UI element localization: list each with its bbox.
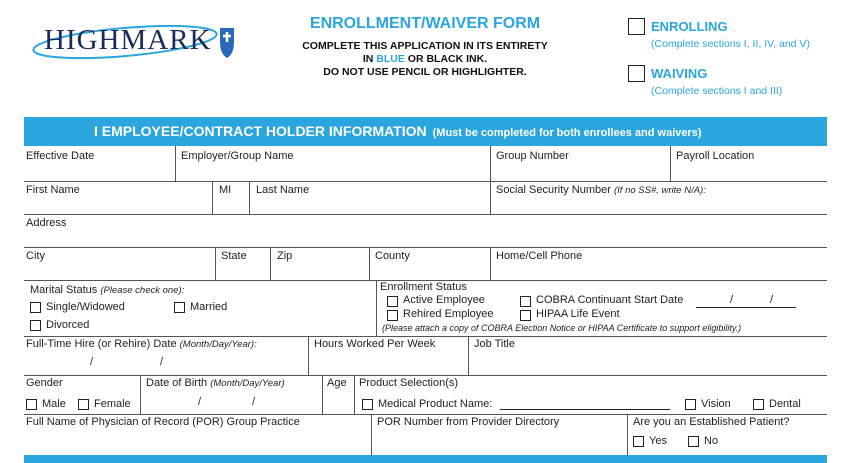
hire-date-slash-2: / xyxy=(160,356,164,368)
male-label: Male xyxy=(42,398,66,410)
single-label: Single/Widowed xyxy=(46,301,125,313)
physician-label: Full Name of Physician of Record (POR) Group Practice xyxy=(26,416,300,428)
county-label: County xyxy=(375,250,410,262)
hipaa-label: HIPAA Life Event xyxy=(536,308,620,320)
enrollment-status-label: Enrollment Status xyxy=(380,281,467,293)
logo-wordmark: HIGHMARK xyxy=(44,24,212,56)
effective-date-label: Effective Date xyxy=(26,150,95,162)
female-checkbox[interactable] xyxy=(78,399,89,410)
enrolling-sub: (Complete sections I, II, IV, and V) xyxy=(651,38,810,50)
dob-slash-1: / xyxy=(198,396,202,408)
payroll-location-label: Payroll Location xyxy=(676,150,755,162)
vision-label: Vision xyxy=(701,398,731,410)
phone-label: Home/Cell Phone xyxy=(496,250,583,262)
active-employee-label: Active Employee xyxy=(403,294,485,306)
dental-checkbox[interactable] xyxy=(753,399,764,410)
cobra-date-line[interactable] xyxy=(696,296,796,308)
first-name-label: First Name xyxy=(26,184,80,196)
cobra-date-slash-2: / xyxy=(770,294,774,306)
zip-label: Zip xyxy=(277,250,293,262)
active-employee-checkbox[interactable] xyxy=(387,296,398,307)
address-label: Address xyxy=(26,217,67,229)
employer-group-label: Employer/Group Name xyxy=(181,150,294,162)
section-banner xyxy=(24,117,827,146)
last-name-label: Last Name xyxy=(256,184,310,196)
married-checkbox[interactable] xyxy=(174,302,185,313)
por-number-label: POR Number from Provider Directory xyxy=(377,416,560,428)
city-label: City xyxy=(26,250,45,262)
divorced-checkbox[interactable] xyxy=(30,320,41,331)
single-checkbox[interactable] xyxy=(30,302,41,313)
waiving-sub: (Complete sections I and III) xyxy=(651,85,783,97)
form-title: ENROLLMENT/WAIVER FORM xyxy=(309,15,541,32)
hire-date-label: Full-Time Hire (or Rehire) Date (Month/Day/Year): xyxy=(26,338,257,350)
instruction-line-2: IN BLUE OR BLACK INK. xyxy=(362,53,488,65)
medical-label: Medical Product Name: xyxy=(378,398,493,410)
gender-label: Gender xyxy=(26,377,63,389)
age-label: Age xyxy=(327,377,347,389)
dob-slash-2: / xyxy=(252,396,256,408)
job-title-label: Job Title xyxy=(474,338,515,350)
marital-status-label: Marital Status (Please check one): xyxy=(30,284,185,296)
instruction-line-1: COMPLETE THIS APPLICATION IN ITS ENTIRETY xyxy=(302,40,548,52)
no-checkbox[interactable] xyxy=(688,436,699,447)
medical-product-line[interactable] xyxy=(500,398,670,410)
divorced-label: Divorced xyxy=(46,319,90,331)
waiving-checkbox[interactable] xyxy=(628,65,645,82)
section-subtitle: (Must be completed for both enrollees and waivers) xyxy=(432,127,702,139)
section-title: I EMPLOYEE/CONTRACT HOLDER INFORMATION xyxy=(94,123,427,139)
attach-note: (Please attach a copy of COBRA Election Notice or HIPAA Certificate to support eligibility.) xyxy=(382,323,742,333)
dob-label: Date of Birth (Month/Day/Year) xyxy=(146,377,285,389)
dental-label: Dental xyxy=(769,398,801,410)
male-checkbox[interactable] xyxy=(26,399,37,410)
group-number-label: Group Number xyxy=(496,150,569,162)
hours-label: Hours Worked Per Week xyxy=(314,338,436,350)
yes-label: Yes xyxy=(649,435,667,447)
married-label: Married xyxy=(190,301,228,313)
established-label: Are you an Established Patient? xyxy=(633,416,790,428)
rehired-employee-checkbox[interactable] xyxy=(387,310,398,321)
cobra-checkbox[interactable] xyxy=(520,296,531,307)
waiving-label: WAIVING xyxy=(651,66,708,81)
rehired-employee-label: Rehired Employee xyxy=(403,308,494,320)
ssn-label: Social Security Number (If no SS#, write N/A): xyxy=(496,184,706,196)
cobra-date-slash-1: / xyxy=(730,294,734,306)
state-label: State xyxy=(221,250,247,262)
bottom-banner xyxy=(24,455,827,463)
product-selection-label: Product Selection(s) xyxy=(359,377,459,389)
enrolling-checkbox[interactable] xyxy=(628,18,645,35)
cobra-label: COBRA Continuant Start Date xyxy=(536,294,684,306)
instruction-line-3: DO NOT USE PENCIL OR HIGHLIGHTER. xyxy=(323,66,527,78)
vision-checkbox[interactable] xyxy=(685,399,696,410)
female-label: Female xyxy=(94,398,131,410)
mi-label: MI xyxy=(219,184,232,196)
no-label: No xyxy=(704,435,719,447)
medical-checkbox[interactable] xyxy=(362,399,373,410)
yes-checkbox[interactable] xyxy=(633,436,644,447)
hipaa-checkbox[interactable] xyxy=(520,310,531,321)
enrolling-label: ENROLLING xyxy=(651,19,728,34)
hire-date-slash-1: / xyxy=(90,356,94,368)
